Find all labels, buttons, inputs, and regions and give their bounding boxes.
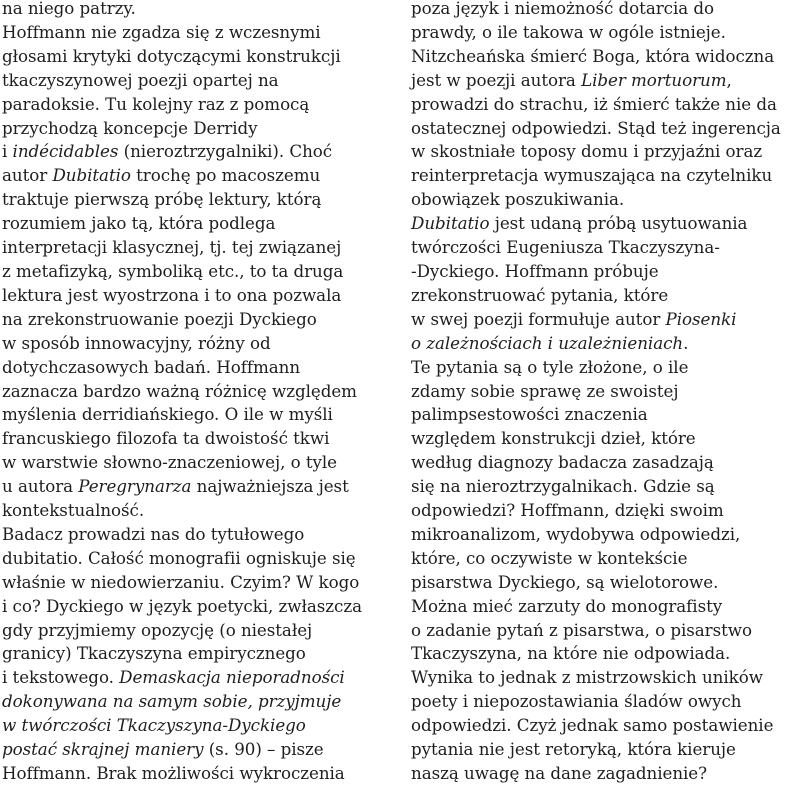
text-line — [2, 93, 394, 117]
text-run: , — [726, 69, 732, 90]
text-run: Hoffmann nie zgadza się z wczesnymi — [2, 21, 321, 42]
text-line — [411, 93, 791, 117]
text-line — [2, 619, 394, 643]
text-line — [2, 21, 394, 45]
text-run: tkaczyszynowej poezji opartej na — [2, 69, 279, 90]
text-line — [411, 595, 791, 619]
text-line — [411, 642, 791, 666]
text-run: głosami krytyki dotyczącymi konstrukcji — [2, 45, 341, 66]
text-run: o zadanie pytań z pisarstwa, o pisarstwo — [411, 619, 752, 640]
text-run: zrekonstruować pytania, które — [411, 284, 669, 305]
text-run: prowadzi do strachu, iż śmierć także nie da — [411, 93, 777, 114]
text-line — [2, 284, 394, 308]
text-run: kontekstualność. — [2, 500, 145, 521]
text-line — [411, 427, 791, 451]
italic-text-run: Demaskacja nieporadności — [119, 667, 345, 688]
text-run: dotychczasowych badań. Hoffmann — [2, 356, 301, 377]
right-text-column — [411, 0, 791, 786]
text-run: na zrekonstruowanie poezji Dyckiego — [2, 308, 317, 329]
text-run: i tekstowego. — [2, 667, 120, 688]
text-line — [2, 666, 394, 690]
text-line — [2, 356, 394, 380]
text-run: jest w poezji autora — [411, 69, 582, 90]
text-line — [411, 475, 791, 499]
text-line — [411, 140, 791, 164]
text-line — [411, 451, 791, 475]
text-line — [2, 69, 394, 93]
text-line — [2, 140, 394, 164]
text-line — [411, 164, 791, 188]
text-line — [411, 762, 791, 786]
text-run: dubitatio. Całość monografii ogniskuje się — [2, 547, 356, 568]
text-line — [411, 308, 791, 332]
text-run: francuskiego filozofa ta dwoistość tkwi — [2, 428, 330, 449]
text-run: które, co oczywiste w kontekście — [411, 547, 688, 568]
text-line — [2, 499, 394, 523]
text-run: ostatecznej odpowiedzi. Stąd też ingerencja — [411, 117, 781, 138]
text-run: naszą uwagę na dane zagadnienie? — [411, 763, 708, 783]
text-run: reinterpretacja wymuszająca na czytelniku — [411, 165, 773, 186]
text-run: pisarstwa Dyckiego, są wielotorowe. — [411, 571, 719, 592]
text-line — [2, 212, 394, 236]
text-run: granicy) Tkaczyszyna empirycznego — [2, 643, 306, 664]
text-line — [411, 117, 791, 141]
text-run: trochę po macoszemu — [130, 165, 321, 186]
text-line — [411, 666, 791, 690]
text-run: w warstwie słowno-znaczeniowej, o tyle — [2, 452, 337, 473]
text-line — [2, 642, 394, 666]
text-run: (nieroztrzygalniki). Choć — [118, 141, 333, 162]
text-line — [2, 117, 394, 141]
text-line — [411, 738, 791, 762]
text-run: poza język i niemożność dotarcia do — [411, 0, 715, 18]
text-run: na niego patrzy. — [2, 0, 136, 18]
text-line — [2, 403, 394, 427]
text-run: zdamy sobie sprawę ze swoistej — [411, 380, 679, 401]
italic-text-run: dokonywana na samym sobie, przyjmuje — [2, 691, 342, 712]
italic-text-run: w twórczości Tkaczyszyna-Dyckiego — [2, 715, 306, 736]
text-run: (s. 90) – pisze — [203, 739, 324, 760]
text-run: względem konstrukcji dzieł, które — [411, 428, 696, 449]
text-run: twórczości Eugeniusza Tkaczyszyna- — [411, 237, 720, 258]
italic-text-run: Dubitatio — [52, 165, 131, 186]
text-run: Badacz prowadzi nas do tytułowego — [2, 523, 305, 544]
text-run: lektura jest wyostrzona i to ona pozwala — [2, 284, 342, 305]
text-line — [411, 690, 791, 714]
text-run: odpowiedzi. Czyż jednak samo postawienie — [411, 715, 774, 736]
text-line — [2, 380, 394, 404]
text-run: prawdy, o ile takowa w ogóle istnieje. — [411, 21, 726, 42]
text-line — [411, 69, 791, 93]
text-line — [2, 595, 394, 619]
italic-text-run: o zależnościach i uzależnieniach — [411, 332, 684, 353]
text-run: Tkaczyszyna, na które nie odpowiada. — [411, 643, 731, 664]
text-run: jest udaną próbą usytuowania — [489, 213, 748, 234]
text-line — [411, 403, 791, 427]
text-run: -Dyckiego. Hoffmann próbuje — [411, 260, 659, 281]
text-run: u autora — [2, 476, 79, 497]
text-line — [411, 356, 791, 380]
text-line — [2, 762, 394, 786]
text-line — [411, 21, 791, 45]
text-line — [411, 236, 791, 260]
text-line — [2, 0, 394, 21]
text-run: odpowiedzi? Hoffmann, dzięki swoim — [411, 500, 724, 521]
italic-text-run: Peregrynarza — [78, 476, 192, 497]
text-run: pytania nie jest retoryką, która kieruje — [411, 739, 736, 760]
text-run: autor — [2, 165, 53, 186]
text-line — [2, 714, 394, 738]
text-line — [2, 260, 394, 284]
text-line — [411, 714, 791, 738]
text-line — [411, 212, 791, 236]
text-run: właśnie w niedowierzaniu. Czyim? W kogo — [2, 571, 360, 592]
italic-text-run: Piosenki — [665, 308, 737, 329]
text-run: Nitzcheańska śmierć Boga, która widoczna — [411, 45, 775, 66]
text-run: myślenia derridiańskiego. O ile w myśli — [2, 404, 333, 425]
text-run: i — [2, 141, 13, 162]
text-run: interpretacji klasycznej, tj. tej związanej — [2, 237, 342, 258]
text-run: Hoffmann. Brak możliwości wykroczenia — [2, 763, 345, 783]
text-line — [2, 332, 394, 356]
text-run: się na nieroztrzygalnikach. Gdzie są — [411, 476, 715, 497]
text-run: i co? Dyckiego w język poetycki, zwłaszcza — [2, 595, 362, 616]
text-run: w sposób innowacyjny, różny od — [2, 332, 271, 353]
text-run: Wynika to jednak z mistrzowskich uników — [411, 667, 763, 688]
text-line — [411, 571, 791, 595]
text-run: w swej poezji formułuje autor — [411, 308, 666, 329]
text-line — [2, 475, 394, 499]
left-text-column — [2, 0, 394, 786]
text-line — [411, 547, 791, 571]
italic-text-run: indécidables — [12, 141, 119, 162]
text-line — [2, 45, 394, 69]
text-line — [411, 284, 791, 308]
text-run: przychodzą koncepcje Derridy — [2, 117, 258, 138]
text-run: palimpsestowości znaczenia — [411, 404, 648, 425]
text-line — [2, 738, 394, 762]
text-run: mikroanalizom, wydobywa odpowiedzi, — [411, 523, 741, 544]
text-run: Można mieć zarzuty do monografisty — [411, 595, 723, 616]
text-run: rozumiem jako tą, która podlega — [2, 213, 276, 234]
text-line — [2, 571, 394, 595]
text-line — [2, 451, 394, 475]
text-line — [2, 523, 394, 547]
text-line — [2, 547, 394, 571]
italic-text-run: Dubitatio — [411, 213, 490, 234]
text-run: traktuje pierwszą próbę lektury, którą — [2, 189, 322, 210]
text-run: obowiązek poszukiwania. — [411, 189, 625, 210]
text-line — [411, 332, 791, 356]
text-run: najważniejsza jest — [191, 476, 349, 497]
text-run: paradoksie. Tu kolejny raz z pomocą — [2, 93, 310, 114]
italic-text-run: Liber mortuorum — [581, 69, 727, 90]
text-line — [2, 308, 394, 332]
text-run: według diagnozy badacza zasadzają — [411, 452, 714, 473]
text-line — [411, 0, 791, 21]
italic-text-run: postać skrajnej maniery — [2, 739, 204, 760]
text-line — [2, 236, 394, 260]
text-run: w skostniałe toposy domu i przyjaźni oraz — [411, 141, 763, 162]
text-line — [2, 690, 394, 714]
text-line — [411, 499, 791, 523]
text-run: Te pytania są o tyle złożone, o ile — [411, 356, 689, 377]
text-line — [411, 380, 791, 404]
text-run: . — [683, 332, 689, 353]
text-line — [411, 188, 791, 212]
text-line — [2, 427, 394, 451]
text-line — [2, 164, 394, 188]
text-line — [411, 619, 791, 643]
text-line — [2, 188, 394, 212]
text-run: poety i niepozostawiania śladów owych — [411, 691, 742, 712]
text-line — [411, 260, 791, 284]
text-line — [411, 523, 791, 547]
text-run: zaznacza bardzo ważną różnicę względem — [2, 380, 357, 401]
text-line — [411, 45, 791, 69]
text-run: z metafizyką, symboliką etc., to ta druga — [2, 260, 344, 281]
text-run: gdy przyjmiemy opozycję (o niestałej — [2, 619, 313, 640]
